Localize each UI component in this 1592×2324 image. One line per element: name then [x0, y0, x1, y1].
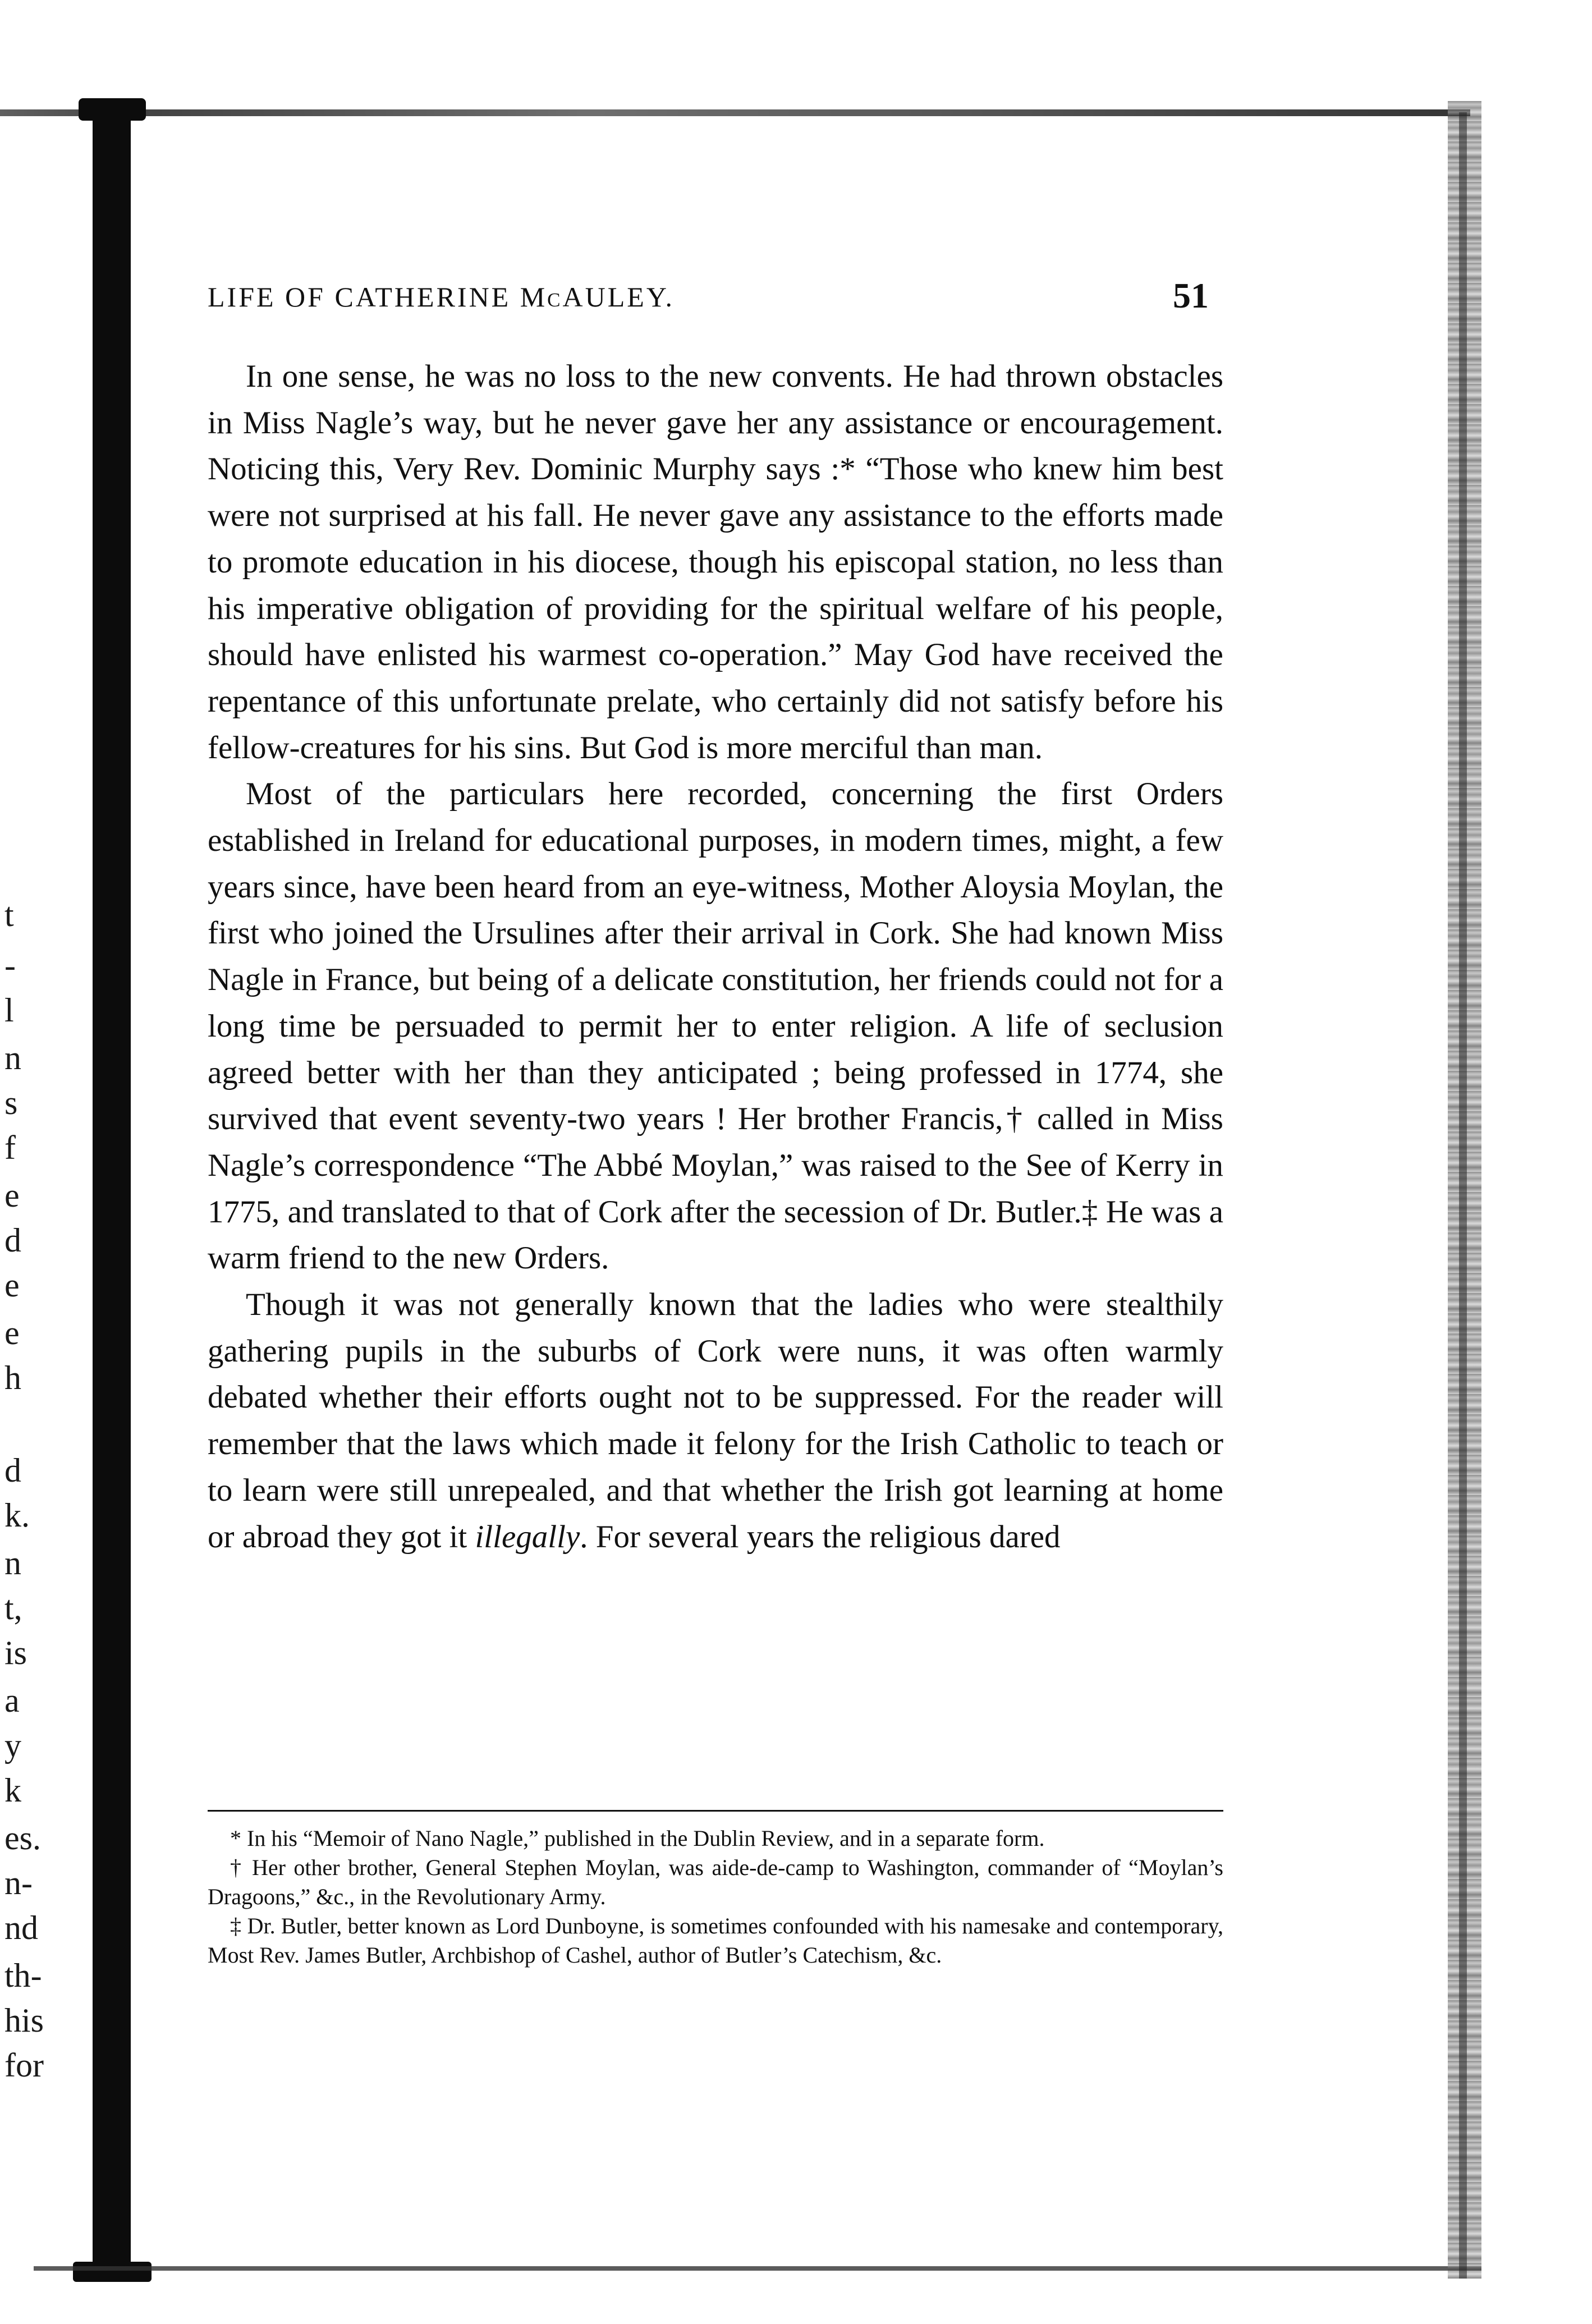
bleed-char: is [4, 1634, 27, 1671]
bleed-char: t, [4, 1589, 22, 1626]
bleed-char: n [4, 1039, 21, 1076]
bleed-char: - [4, 947, 16, 984]
page-edge-line [1459, 112, 1467, 2279]
bleed-char: k. [4, 1497, 30, 1534]
footnote: ‡ Dr. Butler, better known as Lord Dunboyne, is sometimes confounded with his namesake and contemporary, Most Rev. James Butler, Archbishop of Cashel, author of Butler’s Catechism, &c. [208, 1913, 1223, 1968]
bleed-char: a [4, 1682, 20, 1719]
bleed-char: es. [4, 1819, 41, 1857]
footnote: † Her other brother, General Stephen Moylan, was aide-de-camp to Washington, commander of “Moylan’s Dragoons,” &c., in the Revolutionary Army. [208, 1855, 1223, 1909]
paragraph-text: . For several years the religious dared [580, 1519, 1061, 1555]
footnote: * In his “Memoir of Nano Nagle,” published in the Dublin Review, and in a separate form. [230, 1826, 1045, 1851]
running-title: LIFE OF CATHERINE McAULEY. [208, 281, 675, 313]
bleed-char: n- [4, 1864, 33, 1901]
page-header [208, 258, 1218, 326]
bleed-char: e [4, 1314, 20, 1351]
bleed-char: th- [4, 1957, 42, 1994]
bleed-char: f [4, 1129, 16, 1166]
paragraph: In one sense, he was no loss to the new convents. He had thrown obstacles in Miss Nagle’s way, but he never gave her any assistance or encouragement. Noticing this, Very Rev. Dominic Murphy says :* “Those who knew him best were not surprised at his fall. He never gave any assistance to the efforts made to promote education in his diocese, though his episcopal station, no less than his imperative obligation of providing for the spiritual welfare of his people, should have enlisted his warmest co-operation.” May God have received the repentance of this unfortunate prelate, who certainly did not satisfy before his fellow-creatures for his sins. But God is more merciful than man. [208, 359, 1223, 766]
bleed-char: e [4, 1177, 20, 1214]
bleed-char: y [4, 1727, 21, 1764]
bleed-char: l [4, 992, 14, 1029]
page-number: 51 [1173, 276, 1209, 315]
footnotes [208, 1824, 1223, 1970]
paragraph: Most of the particulars here recorded, concerning the first Orders established in Ireland for educational purposes, in modern times, might, a few years since, have been heard from an eye-witness, Mother Aloysia Moylan, the first who joined the Ursulines after their arrival in Cork. She had known Miss Nagle in France, but being of a delicate constitution, her friends could not for a long time be persuaded to permit her to enter religion. A life of seclusion agreed better with her than they anticipated ; being professed in 1774, she survived that event seventy-two years ! Her brother Francis,† called in Miss Nagle’s correspondence “The Abbé Moylan,” was raised to the See of Kerry in 1775, and translated to that of Cork after the secession of Dr. Butler.‡ He was a warm friend to the new Orders. [208, 776, 1223, 1276]
top-frame-rule [0, 109, 1470, 116]
binding-spine [93, 101, 131, 2279]
bleed-char: d [4, 1452, 21, 1489]
bleed-char: his [4, 2002, 44, 2039]
bleed-char: n [4, 1544, 21, 1582]
bleed-char: k [4, 1772, 21, 1809]
paragraph [208, 1282, 1223, 1560]
bleed-char: e [4, 1267, 20, 1304]
bleed-char: s [4, 1084, 18, 1121]
bleed-char: d [4, 1222, 21, 1259]
bottom-frame-rule [34, 2266, 1481, 2271]
bleed-char: nd [4, 1909, 38, 1946]
bleed-char: h [4, 1359, 21, 1396]
bleed-char: for [4, 2047, 44, 2084]
paragraph-text: Though it was not generally known that the ladies who were stealthily gathering pupils in the suburbs of Cork were nuns, it was often warmly debated whether their efforts ought not to be suppressed. For the reader will remember that the laws which made it felony for the Irish Catholic to teach or to learn were still unrepealed, and that whether the Irish got learning at home or abroad they got it [208, 1287, 1223, 1555]
emphasis-text: illegally [475, 1519, 580, 1555]
body-text [208, 354, 1223, 1560]
spine-cap-bottom [73, 2262, 152, 2282]
bleed-char: t [4, 896, 14, 933]
footnote-divider [208, 1810, 1223, 1812]
